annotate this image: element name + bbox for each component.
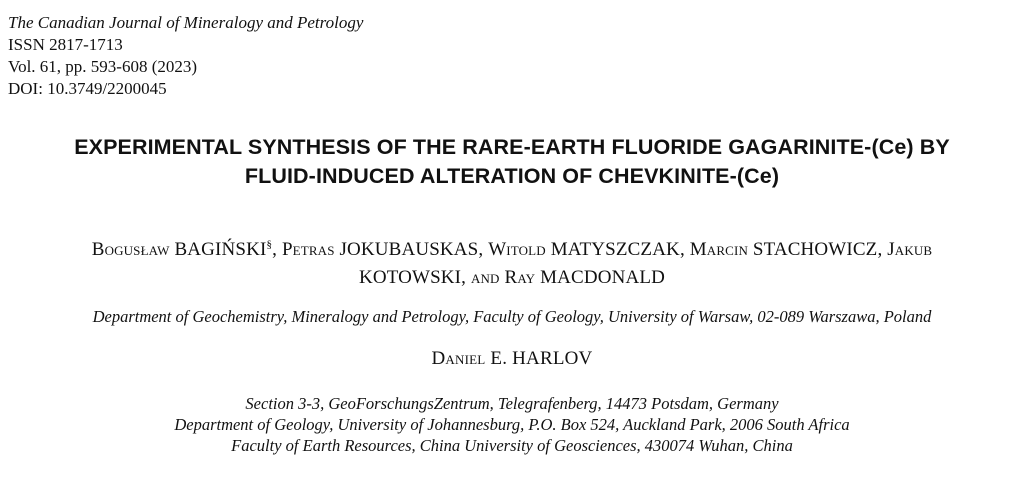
author-last-name: MATYSZCZAK — [550, 239, 680, 260]
author-bagiński — [92, 239, 272, 260]
affiliation-line: Section 3-3, GeoForschungsZentrum, Telegrafenberg, 14473 Potsdam, Germany — [245, 394, 779, 413]
journal-header — [8, 12, 363, 100]
author-first-name: Jakub — [887, 239, 933, 260]
author-middle-initial: E. — [490, 348, 508, 369]
author-last-name: BAGIŃSKI — [174, 239, 267, 260]
author-first-name: Witold — [488, 239, 546, 260]
author-last-name: MACDONALD — [540, 267, 665, 288]
author-first-name: Petras — [281, 239, 335, 260]
journal-volume: Vol. 61, pp. 593-608 (2023) — [8, 57, 198, 76]
journal-name: The Canadian Journal of Mineralogy and Petrology — [8, 13, 364, 32]
affiliation-harlov — [0, 393, 1024, 456]
journal-issn: ISSN 2817-1713 — [8, 35, 123, 54]
author-conjunction: and — [470, 267, 500, 288]
affiliation-warsaw: Department of Geochemistry, Mineralogy and Petrology, Faculty of Geology, University of Warsaw, 02-089 Warszawa, Poland — [92, 307, 932, 326]
author-first-name: Daniel — [431, 348, 486, 369]
author-list — [0, 236, 1024, 292]
affiliation-line: Department of Geology, University of Johannesburg, P.O. Box 524, Auckland Park, 2006 South Africa — [174, 415, 850, 434]
journal-doi: DOI: 10.3749/2200045 — [8, 79, 167, 98]
author-last-name: HARLOV — [512, 348, 593, 369]
affiliation-line: Faculty of Earth Resources, China University of Geosciences, 430074 Wuhan, China — [231, 436, 793, 455]
paper-title-line-1: EXPERIMENTAL SYNTHESIS OF THE RARE-EARTH FLUORIDE GAGARINITE-(Ce) BY — [74, 135, 950, 159]
paper-title — [0, 133, 1024, 191]
author-first-name: Ray — [504, 267, 536, 288]
author-last-name: JOKUBAUSKAS — [339, 239, 479, 260]
author-jokubauskas — [282, 239, 478, 260]
author-first-name: Bogusław — [91, 239, 170, 260]
author-macdonald — [505, 267, 665, 288]
author-harlov — [0, 346, 1024, 372]
author-line-1: Bogusław BAGIŃSKI§, Petras JOKUBAUSKAS, Witold MATYSZCZAK, Marcin STACHOWICZ, Jakub — [91, 238, 933, 260]
author-last-name: STACHOWICZ — [752, 239, 878, 260]
paper-title-line-2: FLUID-INDUCED ALTERATION OF CHEVKINITE-(Ce) — [244, 164, 780, 188]
author-matyszczak — [488, 239, 680, 260]
author-last-name: KOTOWSKI — [358, 267, 462, 288]
author-stachowicz — [690, 239, 878, 260]
author-first-name: Marcin — [689, 239, 748, 260]
corresponding-author-mark: § — [266, 238, 273, 251]
author-line-2: KOTOWSKI, and Ray MACDONALD — [358, 267, 665, 288]
